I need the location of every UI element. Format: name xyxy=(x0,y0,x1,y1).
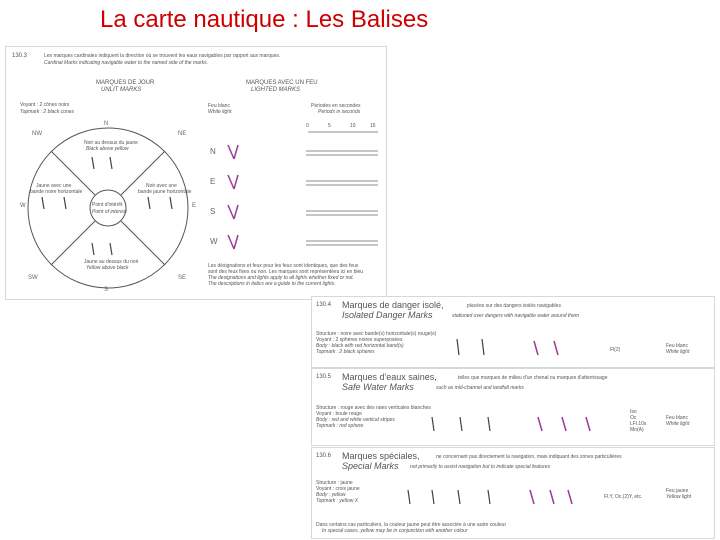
isolated-danger-panel xyxy=(311,296,715,368)
safe-light-3: LFl.10s xyxy=(630,421,647,427)
isolated-number: 130.4 xyxy=(316,302,332,308)
special-note-4: Topmark : yellow X xyxy=(316,498,359,504)
compass-diagram xyxy=(6,47,386,299)
special-note-1: Structure : jaune xyxy=(316,480,353,486)
special-light-color-fr: Feu jaune xyxy=(666,488,689,494)
zone-south-en: Yellow above black xyxy=(86,265,129,271)
col-day-en: UNLIT MARKS xyxy=(101,87,142,93)
safe-title-en: Safe Water Marks xyxy=(342,382,414,392)
col-day-fr: MARQUES DE JOUR xyxy=(96,80,155,86)
safe-light-color-en: White light xyxy=(666,421,690,427)
isolated-note-2: Voyant : 2 sphères noires superposées xyxy=(316,337,403,343)
section-number: 130.3 xyxy=(12,53,28,59)
compass-e: E xyxy=(192,203,197,209)
safe-water-panel xyxy=(311,368,715,446)
safe-light-1: Iso xyxy=(630,409,637,415)
scale-15: 15 xyxy=(370,123,376,129)
cardinal-heading-fr: Les marques cardinales indiquent la direction où se trouvent les eaux navigables par rapport aux marques. xyxy=(44,53,281,59)
scale-5: 5 xyxy=(328,123,331,129)
isolated-title-fr: Marques de danger isolé, xyxy=(342,300,444,310)
special-title-en-tail: not primarily to assist navigation but to indicate special features xyxy=(410,464,551,470)
compass-sw: SW xyxy=(28,275,38,281)
col-light-en: LIGHTED MARKS xyxy=(251,87,301,93)
special-number: 130.6 xyxy=(316,453,332,459)
safe-title-fr-tail: telles que marques de milieu d'un chenal ou marques d'atterrissage xyxy=(458,375,608,381)
special-title-fr-tail: ne concernant pas directement la navigation, mais indiquant des zones particulières xyxy=(436,454,622,460)
compass-w: W xyxy=(20,203,26,209)
cardinal-heading-en: Cardinal Marks indicating navigable water to the named side of the marks. xyxy=(44,60,208,66)
slide-title: La carte nautique : Les Balises xyxy=(100,6,429,33)
safe-note-1: Structure : rouge avec des raies verticales blanches xyxy=(316,405,431,411)
special-footnote-fr: Dans certains cas particuliers, la couleur jaune peut être associée à une autre couleur xyxy=(316,522,507,528)
zone-east-2: bande jaune horizontale xyxy=(138,189,192,195)
safe-marks-drawing xyxy=(312,369,714,445)
zone-south-fr: Jaune au dessus du noir xyxy=(84,259,139,265)
light-header-1: Feu blanc xyxy=(208,103,230,109)
cardinal-footnote-3: The designations and lights apply to all lights whether fixed or not. xyxy=(208,275,354,281)
isolated-light: Fl(2) xyxy=(610,347,621,353)
zone-north-en: Black above yellow xyxy=(86,146,129,152)
isolated-title-en-tail: stationed over dangers with navigable water around them xyxy=(452,313,580,319)
special-title-en: Special Marks xyxy=(342,461,399,471)
compass-s: S xyxy=(104,287,109,293)
isolated-note-4: Topmark : 2 black spheres xyxy=(316,349,375,355)
safe-light-4: Mo(A) xyxy=(630,427,644,433)
row-w: W xyxy=(210,237,218,246)
special-title-fr: Marques spéciales, xyxy=(342,451,420,461)
compass-n: N xyxy=(104,121,109,127)
scale-0: 0 xyxy=(306,123,309,129)
compass-nw: NW xyxy=(32,131,42,137)
cardinal-footnote-1: Les désignations et feux pour les feux sont identiques, que des feux xyxy=(208,263,359,269)
col-light-fr: MARQUES AVEC UN FEU xyxy=(246,80,318,86)
safe-light-color-fr: Feu blanc xyxy=(666,415,688,421)
cardinal-marks-panel xyxy=(5,46,387,300)
isolated-note-3: Body : black with red horizontal band(s) xyxy=(316,343,404,349)
safe-number: 130.5 xyxy=(316,374,332,380)
special-marks-drawing xyxy=(312,448,714,538)
safe-light-2: Oc xyxy=(630,415,637,421)
zone-west-2: bande noire horizontale xyxy=(30,189,83,195)
compass-se: SE xyxy=(178,275,187,281)
safe-note-3: Body : red and white vertical stripes xyxy=(316,417,395,423)
zone-east-1: Noir avec une xyxy=(146,183,177,189)
special-light: Fl.Y, Oc.(2)Y, etc. xyxy=(604,494,643,500)
row-s: S xyxy=(210,207,216,216)
center-en: Point of interest xyxy=(92,209,127,215)
row-n: N xyxy=(210,147,216,156)
topmark-note-fr: Voyant : 2 cônes noirs xyxy=(20,102,70,108)
safe-note-4: Topmark : red sphere xyxy=(316,423,364,429)
isolated-light-color-fr: Feu blanc xyxy=(666,343,688,349)
compass-ne: NE xyxy=(178,131,187,137)
light-header-2: White light xyxy=(208,109,232,115)
safe-note-2: Voyant : boule rouge xyxy=(316,411,362,417)
topmark-note-en: Topmark : 2 black cones xyxy=(20,109,75,115)
cardinal-footnote-4: The descriptions in italics are a guide to the current lights. xyxy=(208,281,336,287)
safe-title-fr: Marques d'eaux saines, xyxy=(342,372,437,382)
safe-title-en-tail: such as mid-channel and landfall marks xyxy=(436,385,524,391)
row-e: E xyxy=(210,177,216,186)
isolated-marks-drawing xyxy=(312,297,714,367)
cardinal-footnote-2: sont des feux fixes ou non. Les marques sont représentées ici en bleu xyxy=(208,269,364,275)
zone-north-fr: Noir au dessus du jaune xyxy=(84,140,138,146)
scale-10: 10 xyxy=(350,123,356,129)
special-light-color-en: Yellow light xyxy=(666,494,692,500)
isolated-note-1: Structure : noire avec bande(s) horizontale(s) rouge(s) xyxy=(316,331,437,337)
special-note-3: Body : yellow xyxy=(316,492,346,498)
zone-west-1: Jaune avec une xyxy=(36,183,72,189)
isolated-light-color-en: White light xyxy=(666,349,690,355)
isolated-title-en: Isolated Danger Marks xyxy=(342,310,433,320)
special-footnote-en: In special cases, yellow may be in conjunction with another colour xyxy=(322,528,468,534)
light-header-4: Periods in seconds xyxy=(318,109,361,115)
center-fr: Point d'intérêt xyxy=(92,202,123,208)
special-note-2: Voyant : croix jaune xyxy=(316,486,360,492)
special-marks-panel xyxy=(311,447,715,539)
isolated-title-fr-tail: placées sur des dangers isolés navigables xyxy=(467,303,561,309)
light-header-3: Périodes en secondes xyxy=(311,103,361,109)
